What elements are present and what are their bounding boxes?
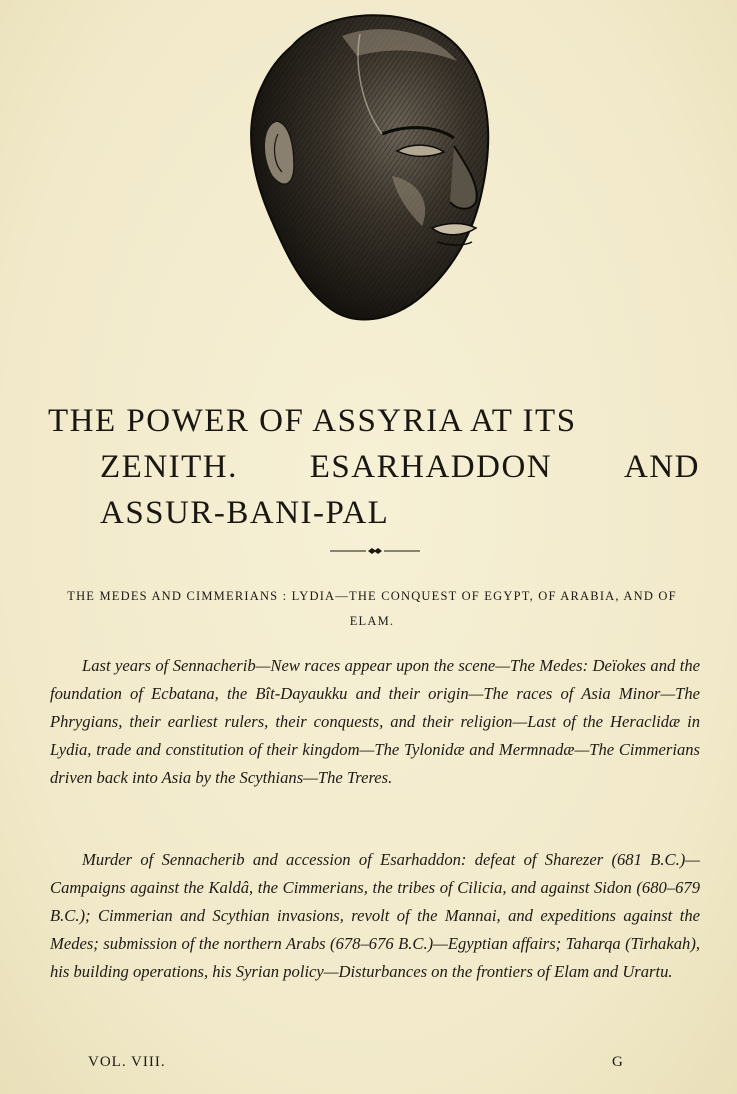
gathering-letter: G <box>612 1054 623 1070</box>
volume-signature: VOL. VIII. <box>88 1054 166 1070</box>
chapter-summary-paragraph-1: Last years of Sennacherib—New races appear upon the scene—The Medes: Deïokes and the foundation of Ecbatana, the Bît-Dayaukku and their origin—The races of Asia Minor—The Phrygians, their earliest rulers, their conquests, and their religion—Last of the Heraclidæ in Lydia, trade and constitution of their kingdom—The Tylonidæ and Mermnadæ—The Cimmerians driven back into Asia by the Scythians—The Treres. <box>50 656 700 787</box>
chapter-title-word: AND <box>623 449 700 485</box>
chapter-title-word: ZENITH. <box>100 449 238 485</box>
chapter-subtitle: THE MEDES AND CIMMERIANS : LYDIA—THE CONQUEST OF EGYPT, OF ARABIA, AND OF ELAM. <box>67 589 677 628</box>
chapter-summary-paragraph-2: Murder of Sennacherib and accession of Esarhaddon: defeat of Sharezer (681 B.C.)—Campaigns against the Kaldâ, the Cimmerians, the tribes of Cilicia, and against Sidon (680–679 B.C.); Cimmerian and Scythian invasions, revolt of the Mannai, and expeditions against the Medes; submission of the northern Arabs (678–676 B.C.)—Egyptian affairs; Taharqa (Tirhakah), his building operations, his Syrian policy—Disturbances on the frontiers of Elam and Urartu. <box>50 850 700 981</box>
chapter-title-word: ESARHADDON <box>309 449 553 485</box>
chapter-title-line-1: THE POWER OF ASSYRIA AT ITS <box>48 403 577 439</box>
head-sculpture-illustration <box>232 6 502 328</box>
chapter-title-line-2 <box>48 444 700 490</box>
chapter-title <box>48 398 708 536</box>
title-ornament-divider <box>330 544 420 556</box>
chapter-title-line-3: ASSUR-BANI-PAL <box>100 495 390 531</box>
